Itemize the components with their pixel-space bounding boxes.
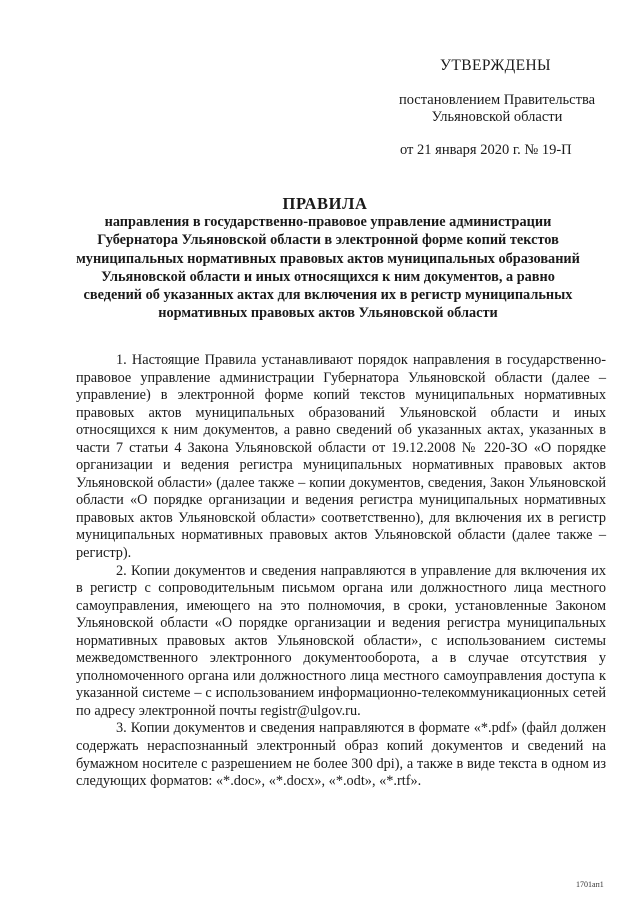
approval-date: от 21 января 2020 г. № 19-П (400, 142, 572, 158)
document-subtitle: направления в государственно-правовое управление администрации Губернатора Ульяновской области в электронной форме копий текстов муниципальных нормативных правовых актов муниципальных образований Ульяновской области и иных относящихся к ним документов, а равно сведений об указанных актах для включения их в регистр муниципальных нормативных правовых актов Ульяновской области (76, 214, 580, 322)
paragraph-3: 3. Копии документов и сведения направляются в формате «*.pdf» (файл должен содержать нераспознанный электронный образ копий документов и сведений на бумажном носителе с разрешением не более 300 dpi), а также в виде текста в одном из следующих форматов: «*.doc», «*.docx», «*.odt», «*.rtf». (76, 720, 606, 790)
footer-code: 1701ап1 (576, 880, 604, 889)
approval-authority: постановлением Правительства Ульяновской области (398, 92, 596, 125)
document-title: ПРАВИЛА (282, 194, 368, 213)
paragraph-1: 1. Настоящие Правила устанавливают порядок направления в государственно-правовое управление администрации Губернатора Ульяновской области (далее – управление) в электронной форме копий текстов муниципальных нормативных правовых актов муниципальных образований Ульяновской области и иных относящихся к ним документов, а равно сведений об указанных актах, указанных в части 7 статьи 4 Закона Ульяновской области от 19.12.2008 № 220-ЗО «О порядке организации и ведения регистра муниципальных нормативных правовых актов Ульяновской области» (далее также – копии документов, сведения, Закон Ульяновской области «О порядке организации и ведения регистра муниципальных нормативных правовых актов Ульяновской области» соответственно), для включения их в регистр муниципальных нормативных правовых актов Ульяновской области (далее также – регистр). (76, 352, 606, 562)
approval-stamp-heading: УТВЕРЖДЕНЫ (440, 57, 551, 74)
document-body (76, 352, 606, 791)
paragraph-2: 2. Копии документов и сведения направляются в управление для включения их в регистр с сопроводительным письмом органа или должностного лица местного самоуправления, имеющего на это полномочия, в сроки, установленные Законом Ульяновской области «О порядке организации и ведения регистра муниципальных нормативных правовых актов Ульяновской области», с использованием системы межведомственного электронного документооборота, а в случае отсутствия у уполномоченного органа или должностного лица местного самоуправления доступа к указанной системе – с использованием информационно-телекоммуникационных сетей по адресу электронной почты registr@ulgov.ru. (76, 562, 606, 719)
